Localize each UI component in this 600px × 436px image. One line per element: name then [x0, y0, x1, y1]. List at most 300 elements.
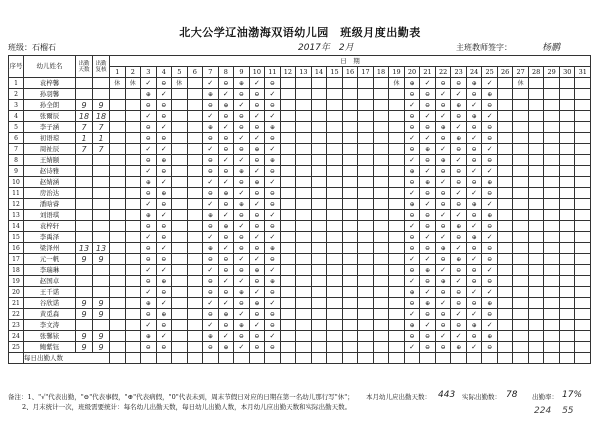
day-cell: [156, 331, 172, 342]
daily-total-cell: [513, 353, 529, 364]
day-cell: [110, 122, 126, 133]
attend-days-cell: [76, 210, 93, 221]
present-mark: ✓: [409, 342, 415, 351]
footer-note-2: 2、月末统计一次，班级需要统计：每名幼儿出勤天数，每日幼儿出勤人数，本月幼儿应出勤天数和实际出勤天数。: [22, 403, 352, 411]
sick-leave-mark: ⊕: [409, 321, 415, 329]
personal-leave-mark: ⊖: [425, 244, 431, 252]
day-header-cell: 24: [466, 67, 482, 78]
seq-cell: 5: [9, 122, 24, 133]
present-mark: ✓: [145, 232, 152, 241]
day-cell: [404, 298, 420, 309]
day-header-cell: 7: [203, 67, 219, 78]
sick-leave-mark: ⊕: [238, 200, 244, 208]
day-cell: [528, 298, 544, 309]
corner-number-2: 55: [562, 406, 574, 416]
day-cell: [575, 133, 591, 144]
day-cell: [373, 122, 389, 133]
day-cell: [265, 265, 281, 276]
day-cell: [373, 221, 389, 232]
personal-leave-mark: ⊖: [471, 299, 477, 307]
day-cell: [187, 144, 203, 155]
personal-leave-mark: ⊖: [456, 79, 462, 87]
day-cell: [141, 166, 157, 177]
daily-total-cell: [342, 353, 358, 364]
sick-leave-mark: ⊕: [269, 123, 275, 131]
day-cell: [482, 89, 498, 100]
day-cell: [218, 188, 234, 199]
seq-cell: 10: [9, 177, 24, 188]
personal-leave-mark: ⊖: [409, 178, 415, 186]
personal-leave-mark: ⊖: [409, 90, 415, 98]
day-cell: [358, 254, 374, 265]
day-cell: [528, 177, 544, 188]
personal-leave-mark: ⊖: [238, 112, 244, 120]
day-cell: [187, 309, 203, 320]
attend-days-cell: [76, 265, 93, 276]
day-cell: [420, 342, 436, 353]
day-cell: [451, 331, 467, 342]
personal-leave-mark: ⊖: [440, 321, 446, 329]
sick-leave-mark: ⊕: [456, 343, 462, 351]
day-cell: [342, 166, 358, 177]
day-cell: [404, 133, 420, 144]
sick-leave-mark: ⊕: [269, 244, 275, 252]
day-cell: [435, 144, 451, 155]
meal-days-cell: 1: [93, 133, 110, 144]
name-cell: 元一帆: [24, 254, 76, 265]
sick-leave-mark: ⊕: [409, 167, 415, 175]
day-cell: [172, 100, 188, 111]
sick-leave-mark: ⊕: [207, 332, 213, 340]
sick-leave-mark: ⊕: [425, 145, 431, 153]
day-cell: [342, 331, 358, 342]
attend-days-cell: 1: [76, 133, 93, 144]
day-cell: [187, 287, 203, 298]
day-cell: [513, 243, 529, 254]
day-cell: [404, 100, 420, 111]
personal-leave-mark: ⊖: [487, 123, 493, 131]
student-row: [9, 254, 591, 265]
present-mark: ✓: [455, 89, 462, 98]
day-cell: [497, 221, 513, 232]
present-mark: ✓: [145, 144, 152, 153]
day-cell: [172, 342, 188, 353]
day-cell: [544, 320, 560, 331]
day-cell: [435, 133, 451, 144]
present-mark: ✓: [424, 111, 431, 120]
day-cell: [249, 254, 265, 265]
present-mark: ✓: [160, 265, 167, 274]
personal-leave-mark: ⊖: [161, 134, 167, 142]
personal-leave-mark: ⊖: [145, 123, 151, 131]
daily-total-cell: [234, 353, 250, 364]
daily-total-cell: [172, 353, 188, 364]
day-cell: [187, 177, 203, 188]
name-cell: 袁梓馨: [24, 78, 76, 89]
day-cell: [172, 309, 188, 320]
attend-days-cell: 9: [76, 309, 93, 320]
day-cell: [187, 254, 203, 265]
day-cell: [497, 78, 513, 89]
sick-leave-mark: ⊕: [207, 244, 213, 252]
day-cell: [451, 89, 467, 100]
day-cell: [358, 221, 374, 232]
day-cell: [218, 144, 234, 155]
daily-total-label: 每日出勤人数: [24, 353, 110, 364]
student-row: [9, 210, 591, 221]
personal-leave-mark: ⊖: [471, 156, 477, 164]
name-cell: 谷欣诺: [24, 298, 76, 309]
sick-leave-mark: ⊕: [440, 244, 446, 252]
student-rows: [9, 78, 591, 364]
sick-leave-mark: ⊕: [223, 101, 229, 109]
personal-leave-mark: ⊖: [145, 255, 151, 263]
day-cell: [234, 144, 250, 155]
day-cell: [141, 100, 157, 111]
day-cell: [218, 342, 234, 353]
day-cell: [311, 144, 327, 155]
daily-total-cell: [296, 353, 312, 364]
day-cell: [435, 232, 451, 243]
day-cell: [218, 243, 234, 254]
header-meal-days: 出勤复核: [93, 56, 110, 78]
present-mark: ✓: [471, 100, 478, 109]
day-cell: [466, 320, 482, 331]
present-mark: ✓: [160, 144, 167, 153]
day-cell: [358, 188, 374, 199]
day-cell: [528, 320, 544, 331]
daily-total-cell: [311, 353, 327, 364]
personal-leave-mark: ⊖: [425, 277, 431, 285]
day-cell: [528, 100, 544, 111]
day-cell: [125, 320, 141, 331]
day-cell: [296, 232, 312, 243]
day-cell: [404, 309, 420, 320]
seq-cell: 14: [9, 221, 24, 232]
day-cell: [528, 111, 544, 122]
day-cell: [203, 144, 219, 155]
day-cell: [156, 342, 172, 353]
day-cell: [513, 166, 529, 177]
day-cell: [311, 133, 327, 144]
attend-days-cell: 9: [76, 342, 93, 353]
sick-leave-mark: ⊕: [145, 211, 151, 219]
day-cell: [172, 331, 188, 342]
day-cell: [218, 265, 234, 276]
present-mark: ✓: [207, 232, 214, 241]
day-cell: [218, 232, 234, 243]
day-cell: [358, 210, 374, 221]
day-cell: [466, 210, 482, 221]
day-cell: [342, 232, 358, 243]
day-cell: [280, 265, 296, 276]
present-mark: ✓: [471, 254, 478, 263]
day-cell: [234, 100, 250, 111]
rest-day-mark: 休: [393, 79, 400, 87]
day-cell: [156, 199, 172, 210]
day-cell: [404, 331, 420, 342]
student-row: [9, 221, 591, 232]
day-cell: [559, 265, 575, 276]
day-cell: [311, 100, 327, 111]
day-cell: [218, 177, 234, 188]
day-cell: [342, 276, 358, 287]
day-cell: [203, 188, 219, 199]
sick-leave-mark: ⊕: [456, 255, 462, 263]
personal-leave-mark: ⊖: [269, 167, 275, 175]
personal-leave-mark: ⊖: [207, 310, 213, 318]
day-cell: [234, 89, 250, 100]
personal-leave-mark: ⊖: [207, 277, 213, 285]
day-cell: [265, 177, 281, 188]
daily-total-cell: [156, 353, 172, 364]
day-cell: [373, 287, 389, 298]
present-mark: ✓: [424, 320, 431, 329]
day-cell: [373, 144, 389, 155]
personal-leave-mark: ⊖: [409, 233, 415, 241]
personal-leave-mark: ⊖: [161, 321, 167, 329]
day-cell: [404, 199, 420, 210]
day-cell: [311, 265, 327, 276]
present-mark: ✓: [253, 254, 260, 263]
day-cell: [559, 342, 575, 353]
day-cell: [234, 342, 250, 353]
day-cell: [482, 309, 498, 320]
day-cell: [513, 265, 529, 276]
present-mark: ✓: [207, 177, 214, 186]
day-cell: [141, 78, 157, 89]
day-cell: [110, 243, 126, 254]
day-cell: [559, 78, 575, 89]
day-cell: [218, 309, 234, 320]
personal-leave-mark: ⊖: [409, 244, 415, 252]
name-cell: 李文涛: [24, 320, 76, 331]
personal-leave-mark: ⊖: [269, 310, 275, 318]
day-cell: [156, 122, 172, 133]
day-cell: [559, 309, 575, 320]
day-header-cell: 8: [218, 67, 234, 78]
daily-total-cell: [497, 353, 513, 364]
day-cell: [234, 298, 250, 309]
day-cell: [342, 199, 358, 210]
day-header-cell: 13: [296, 67, 312, 78]
seq-cell: 21: [9, 298, 24, 309]
day-cell: [249, 177, 265, 188]
day-cell: [559, 232, 575, 243]
personal-leave-mark: ⊖: [207, 343, 213, 351]
day-cell: [451, 144, 467, 155]
day-cell: [110, 155, 126, 166]
day-cell: [187, 243, 203, 254]
sick-leave-mark: ⊕: [456, 101, 462, 109]
day-cell: [404, 177, 420, 188]
present-mark: ✓: [455, 188, 462, 197]
sick-leave-mark: ⊕: [223, 343, 229, 351]
day-cell: [528, 210, 544, 221]
rest-day-mark: 休: [176, 79, 183, 87]
day-cell: [172, 243, 188, 254]
teacher-signature: 杨鹏: [542, 43, 561, 53]
day-cell: [125, 177, 141, 188]
day-cell: [125, 342, 141, 353]
day-cell: [466, 155, 482, 166]
corner-number-1: 224: [534, 406, 552, 416]
personal-leave-mark: ⊖: [161, 79, 167, 87]
day-cell: [482, 265, 498, 276]
day-cell: [296, 320, 312, 331]
meal-days-cell: 7: [93, 122, 110, 133]
day-cell: [435, 111, 451, 122]
day-cell: [172, 210, 188, 221]
sick-leave-mark: ⊕: [409, 200, 415, 208]
day-cell: [172, 276, 188, 287]
meal-days-cell: [93, 232, 110, 243]
daily-total-cell: [187, 353, 203, 364]
day-cell: [156, 287, 172, 298]
day-cell: [203, 320, 219, 331]
day-cell: [404, 122, 420, 133]
attend-days-cell: [76, 287, 93, 298]
day-cell: [156, 89, 172, 100]
day-cell: [466, 309, 482, 320]
day-header-cell: 30: [559, 67, 575, 78]
day-cell: [404, 265, 420, 276]
day-cell: [575, 265, 591, 276]
day-cell: [110, 342, 126, 353]
day-cell: [327, 89, 343, 100]
name-cell: 赵婧涵: [24, 177, 76, 188]
day-cell: [559, 298, 575, 309]
day-cell: [280, 111, 296, 122]
day-cell: [466, 331, 482, 342]
day-cell: [156, 166, 172, 177]
attend-days-cell: [76, 155, 93, 166]
day-cell: [528, 331, 544, 342]
day-cell: [249, 210, 265, 221]
present-mark: ✓: [269, 177, 276, 186]
day-cell: [389, 254, 405, 265]
day-cell: [234, 232, 250, 243]
day-cell: [280, 89, 296, 100]
present-mark: ✓: [238, 155, 245, 164]
day-cell: [435, 254, 451, 265]
present-mark: ✓: [486, 320, 493, 329]
name-cell: 赵诗雅: [24, 166, 76, 177]
day-cell: [203, 331, 219, 342]
day-cell: [451, 188, 467, 199]
day-cell: [482, 342, 498, 353]
day-cell: [404, 232, 420, 243]
day-cell: [327, 287, 343, 298]
personal-leave-mark: ⊖: [425, 123, 431, 131]
day-cell: [311, 199, 327, 210]
day-cell: [296, 144, 312, 155]
day-cell: [296, 221, 312, 232]
day-cell: [327, 155, 343, 166]
daily-total-cell: [110, 353, 126, 364]
personal-leave-mark: ⊖: [269, 288, 275, 296]
personal-leave-mark: ⊖: [440, 222, 446, 230]
seq-cell: 18: [9, 265, 24, 276]
day-cell: [559, 100, 575, 111]
day-cell: [497, 331, 513, 342]
day-cell: [125, 287, 141, 298]
day-cell: [172, 232, 188, 243]
day-cell: [482, 111, 498, 122]
day-cell: [373, 254, 389, 265]
seq-cell: 4: [9, 111, 24, 122]
rate-label: 出勤率：: [532, 393, 558, 401]
day-cell: [482, 78, 498, 89]
day-cell: [187, 155, 203, 166]
present-mark: ✓: [440, 177, 447, 186]
day-cell: [156, 276, 172, 287]
day-cell: [218, 210, 234, 221]
personal-leave-mark: ⊖: [425, 343, 431, 351]
day-cell: [420, 177, 436, 188]
day-cell: [265, 320, 281, 331]
meal-days-cell: 9: [93, 309, 110, 320]
personal-leave-mark: ⊖: [145, 156, 151, 164]
present-mark: ✓: [471, 342, 478, 351]
meal-days-cell: 9: [93, 298, 110, 309]
day-cell: [280, 177, 296, 188]
day-cell: [528, 166, 544, 177]
day-cell: [435, 265, 451, 276]
day-cell: [265, 221, 281, 232]
day-cell: [358, 232, 374, 243]
day-cell: [466, 89, 482, 100]
day-cell: [373, 276, 389, 287]
personal-leave-mark: ⊖: [471, 332, 477, 340]
day-cell: [559, 177, 575, 188]
seq-cell: 24: [9, 331, 24, 342]
day-cell: [265, 342, 281, 353]
day-cell: [451, 166, 467, 177]
attend-days-cell: 7: [76, 144, 93, 155]
day-cell: [404, 144, 420, 155]
personal-leave-mark: ⊖: [487, 222, 493, 230]
day-cell: [125, 133, 141, 144]
present-mark: ✓: [269, 232, 276, 241]
daily-total-cell: [218, 353, 234, 364]
day-cell: [435, 342, 451, 353]
personal-leave-mark: ⊖: [223, 288, 229, 296]
day-cell: [435, 89, 451, 100]
day-cell: [187, 298, 203, 309]
day-cell: [575, 342, 591, 353]
day-cell: [110, 100, 126, 111]
day-cell: [218, 298, 234, 309]
day-cell: [513, 254, 529, 265]
day-cell: [218, 199, 234, 210]
day-cell: [141, 89, 157, 100]
day-cell: [311, 221, 327, 232]
personal-leave-mark: ⊖: [425, 211, 431, 219]
name-cell: 袁梓轩: [24, 221, 76, 232]
day-cell: [110, 221, 126, 232]
day-cell: [404, 155, 420, 166]
day-cell: [327, 254, 343, 265]
present-mark: ✓: [486, 166, 493, 175]
personal-leave-mark: ⊖: [223, 112, 229, 120]
day-cell: [265, 210, 281, 221]
day-cell: [110, 199, 126, 210]
day-cell: [311, 309, 327, 320]
seq-cell: 6: [9, 133, 24, 144]
day-header-cell: 17: [358, 67, 374, 78]
day-cell: [234, 166, 250, 177]
